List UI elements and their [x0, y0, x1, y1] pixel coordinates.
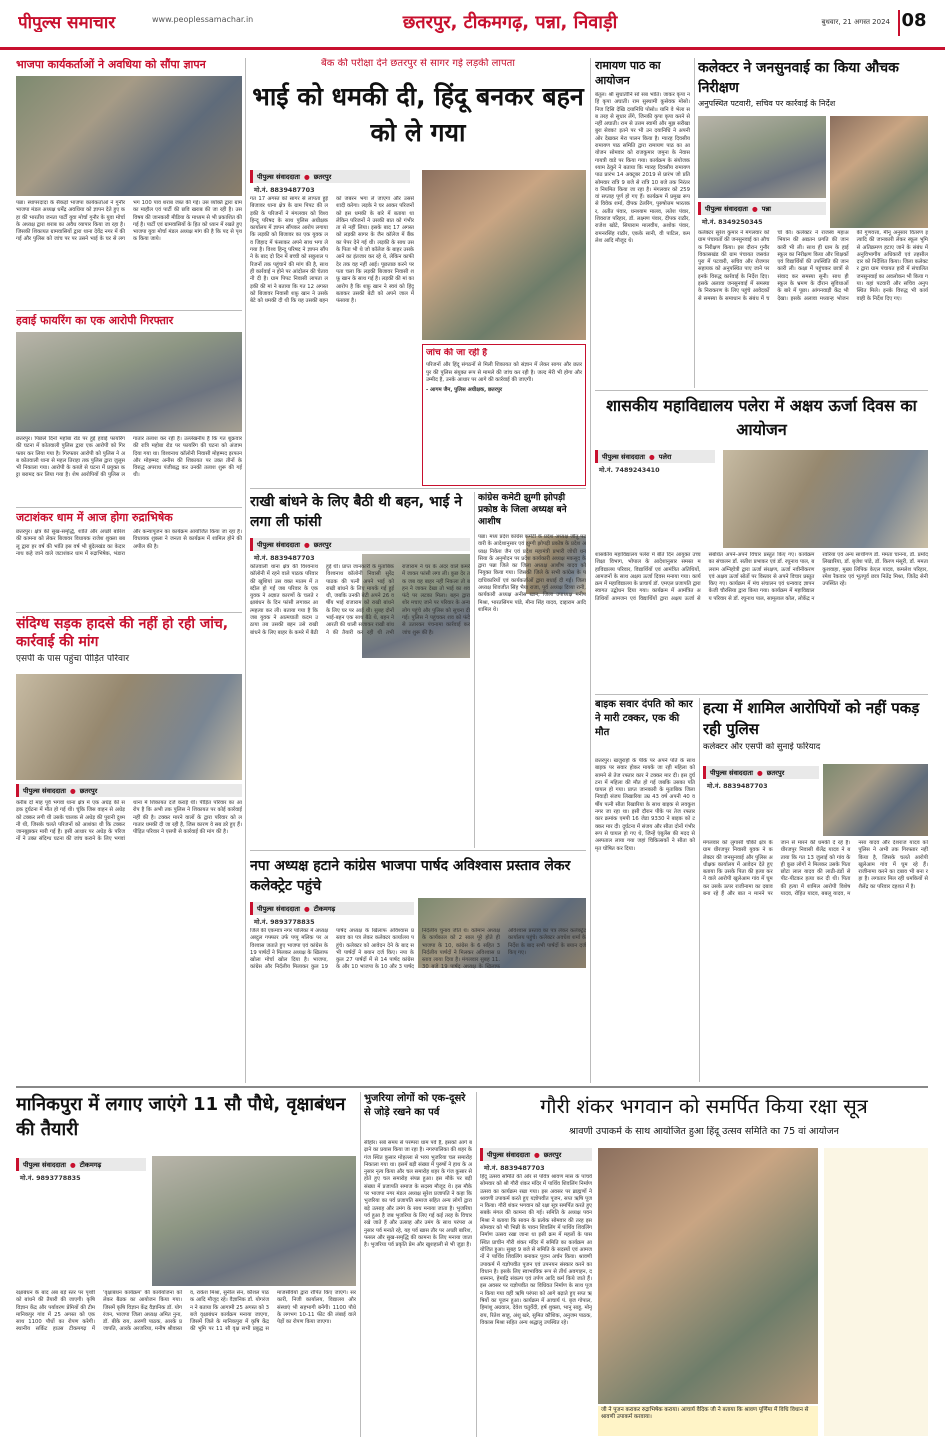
- byline: [250, 170, 410, 183]
- news-photo: [16, 332, 242, 432]
- byline: [250, 538, 470, 551]
- column-rule: [694, 58, 695, 388]
- byline-phone: मो.नं. 8839487703: [254, 186, 315, 194]
- byline-phone: मो.नं. 8839487703: [254, 554, 315, 562]
- byline-place: टीकमगढ़: [79, 1161, 102, 1169]
- news-photo: [16, 674, 242, 780]
- news-photo: [823, 764, 928, 836]
- story-title: कलेक्टर ने जनसुनवाई का किया औचक निरीक्षण: [698, 60, 899, 96]
- story-subtitle: श्रावणी उपाकर्म के साथ आयोजित हुआ हिंदू उत्सव समिति का 75 वां आयोजन: [569, 1126, 839, 1137]
- story-body: गत 17 अगस्त को सागर से लापता हुई बिजावर थाना क्षेत्र के ग्राम पिपट की लड़की के परिजनों ने मंगलवार को विश्व हिन्दू परिषद के साथ पुलिस अधीक्षक कार्यालय में ज्ञापन सौंपकर आरोप लगाया कि लड़की को बिजावर का एक युवक लव जिहाद में फंसाकर अपने साथ भगा ले गया है। विश्व हिन्दू परिषद ने ज्ञापन सौंपने के बाद दो दिन में बच्ची को सकुशल परिजनों तक पहुंचाने की मांग की है, साथ ही कार्रवाई न होने पर आंदोलन की चेतावनी दी है। ग्राम पिपट निवासी लापता लड़की की मां ने बताया कि गत 12 अगस्त को बिजावर निवासी शफ़ू खान ने उसके बेटे को धमकी दी थी कि यह उसकी बहन को जबरन भगा ले जाएगा और उससे शादी करेगा। लड़के ने घर आकर परिजनों को इस धमकी के बारे में बताया था लेकिन परिजनों ने उसकी बात को गंभीरता से नहीं लिया। इसके बाद 17 अगस्त को लड़की सागर के जैन कॉलेज में बैंक का पेपर देने गई थी। लड़की के साथ उसके पिता भी थे जो कॉलेज के बाहर उसके आने का इंतजार कर रहे थे, लेकिन काफी देर तक वह नहीं आई। पूछताछ करने पर पता चला कि लड़की बिजावर निवासी शफ़ू खान के साथ गई है। लड़की की मां का आरोप है कि शफ़ू खान ने स्वयं को हिंदू बताकर उसकी बेटी को अपने जाल में फंसाया है।: [250, 196, 414, 305]
- byline-name: पीपुल्स संवाददाता: [23, 787, 67, 795]
- byline-place: छतरपुर: [79, 787, 98, 795]
- byline-place: छतरपुर: [543, 1151, 562, 1159]
- story-napa: [250, 856, 586, 1082]
- news-photo: [152, 1156, 356, 1286]
- photo-caption: जी ने पूजन कराकर रुद्राभिषेक कराया। आचार्य वैदिक जी ने बताया कि श्रावण पूर्णिमा में विधि विधान से श्रावणी उपाकर्म करवाया।: [598, 1406, 818, 1436]
- byline-phone: मो.नं. 8349250345: [702, 218, 763, 226]
- byline-phone: मो.नं. 9893778835: [20, 1174, 81, 1182]
- story-congress: [478, 492, 586, 848]
- story-body: बेतूल। श्री सुधार्तीनि सो सब भांति। जाकर कृपा नहिं कृपा अघाती। राम सुस्थामी कुसेवक मोसो। निज दिसि देखि दयानिधि पोसो॥ यानि वे भेला सब तरह से सुधार लेंगे, जिनकी कृपा कृपा करने से नहीं अघाती। राम से उत्तम स्वामी और मुझ सरीखा बुरा सेवक! इतने पर भी उन दयानिधि ने अपनी ओर देखकर मेरा पालन किया है। ग्यारह दिवसीय रामायण पाठ समिति द्वारा रामायण पाठ का आयोजन सोमवार को राजकुमार जमुना के नेवास गायत्री वाडे पर किया गया। कार्यक्रम के संयोजक श्याम ठेकुरे ने बताया कि ग्यारह दिवसीय रामायण पाठ प्रारंभ 14 अक्टूबर 2019 से प्रारंभ जो प्रति सोमवार रात्रि 9 बजे से रात्रि 10 बजे तक निरंतर व नियमित किया जा रहा है। मंगलवार को 259 वां सप्ताह पूर्ण हो गए हैं। कार्यक्रम में प्रमुख रूप से विवेक शर्मा, दीपक टेलरिंग, पुरुषोत्तम भारतकर, अतीत पंवार, धनश्याम मालव, लतेश पंवार, शिवराज परिहार, डॉ. लक्ष्मण पंवार, दीपक राठौर, राजेश खोटे, सियाराम मालवीय, अशोक पंवार, रामनरसिंह राठौर, एकके सानी, वी पाटिल, कमलेश आदि मौजूद थे।: [595, 92, 690, 244]
- story-jatashankar: [16, 511, 242, 609]
- column-rule: [360, 1092, 361, 1437]
- story-body: करीब दो माह पूर्व भगवां थाना क्षेत्र में एक अधेड़ की सड़क दुर्घटना में मौत हो गई थी। चूंकि जिस वाहन से अधेड़ को टक्कर लगी थी उसके चालक से अधेड़ की पुरानी दुश्मनी थी, जिसके चलते परिजनों को आशंका थी कि टक्कर जानबूझकर मारी गई है। इसी आधार पर अधेड़ के परिजनों ने उक्त संदिग्ध घटना की जांच कराने के लिए भगवां थाना में शिकायत दर्ज कराई थी। पीड़ित परिवार का आरोप है कि अभी तक पुलिस ने शिकायत पर कोई कार्रवाई नहीं की है। टक्कर मारने वालों के द्वारा परिवार को लगातार धमकी दी जा रही है, जिस कारण वे सब डरे हुए हैं। पीड़ित परिवार ने एसपी से कार्रवाई की मांग की है।: [16, 800, 242, 843]
- divider: [16, 612, 242, 613]
- byline-phone: मो.नं. 8839487703: [707, 782, 768, 790]
- box-signature: - आगम जैन, पुलिस अधीक्षक, छतरपुर: [426, 387, 503, 394]
- story-rakhi: [250, 492, 470, 848]
- pin-icon: ●: [70, 786, 76, 795]
- masthead-website[interactable]: www.peoplessamachar.in: [152, 15, 254, 24]
- story-bhujariya: [364, 1092, 472, 1437]
- column-rule: [474, 492, 475, 848]
- byline-place: छतरपुर: [313, 173, 332, 181]
- story-title: संदिग्ध सड़क हादसे की नहीं हो रही जांच, कार्रवाई की मांग: [16, 616, 229, 650]
- story-body: हिंदू उत्सव समिति की ओर से पवित्र श्रावण मास के पांचवें सोमवार को श्री गौरी शंकर मंदिर में पार्थिव शिवलिंग निर्माण उत्सव का कार्यक्रम रखा गया। इस अवसर पर ब्राह्मणों ने श्रावणी उपाकर्म करते हुए यज्ञोपवीत पूजन, सप्त ऋषि पूजन किया। गौरी शंकर भगवान को रक्षा सूत्र समर्पित करते हुए सबके मंगल की कामना की गई। समिति के अध्यक्ष पवन मिश्रा ने बताया कि सावन के प्रत्येक सोमवार की तरह इस सोमवार को भी भिन्नी के पावन शिवलिंग में पार्थिव शिवलिंग निर्माण उत्सव रखा जाना था इसी क्रम में महलों के पास स्थित प्राचीन गौरी शंकर मंदिर में समिति का कार्यक्रम आयोजित हुआ। सुबह 9 बजे से समिति के सदस्यों एवं आमजनों ने पार्थिव शिवलिंग बनाकर पूजन अर्चन किया। श्रावणी उपाकर्म में यज्ञोपवीत पूजन एवं उपनयन संस्कार करने का विधान है। इसके लिए स्वाभाविक रूप से तीर्थ अवगाहन, दशस्नान, हेमाद्रि संकल्प एवं तर्पण आदि कर्म किये जाते हैं। इस अवसर पर यज्ञोपवीत का विधिवत निर्माण के साथ पूजन किया गया वहीं ऋषि परंपरा को आगे बढ़ाते हुए सप्त ऋषियों का पूजन हुआ। कार्यक्रम में आचार्य पं. बृज गोपाल, हिमांशु अग्रवाल, देवेश चतुर्वेदी, हर्ष शुक्ला, भानु साहू, मोनू राय, रितेश साहू, अंशू खरे, सुमित कौशिक, अनुजम पाठक, विकास मिश्रा सहित अन्य श्रद्धालु उपस्थित रहे।: [480, 1174, 592, 1326]
- box-body: परिजनों और हिंदू संगठनों से मिली शिकायत को संज्ञान में लेकर सागर और छतरपुर की पुलिस संयुक्त रूप से मामले की जांच कर रही है। जल्द मेरी भी होगा और उम्मीद है, उनके आधार पर आगे की कार्रवाई की जाएगी।: [426, 362, 582, 383]
- byline-name: पीपुल्स संवाददाता: [23, 1161, 67, 1169]
- news-photo: [598, 1148, 818, 1404]
- column-rule: [699, 698, 700, 1082]
- masthead-logo[interactable]: पीपुल्स समाचार: [18, 13, 116, 32]
- news-photo: [830, 116, 928, 228]
- news-photo: [723, 450, 928, 548]
- story-road-accident: [16, 616, 242, 1086]
- byline-name: पीपुल्स संवाददाता: [487, 1151, 531, 1159]
- news-photo: [16, 76, 242, 196]
- masthead-region: छतरपुर, टीकमगढ़, पन्ना, निवाड़ी: [402, 12, 618, 33]
- story-body: छतरपुर। पिछले दिनों महोबा रोड पर हुई हवाई फायरिंग की घटना में कोतवाली पुलिस द्वारा एक आरोपी को गिरफ्तार कर लिया गया है। गिरफ्तार आरोपी को पुलिस ने अब कोतवाली थाना से महल तिराहा तक पुलिस द्वारा जुलूस भी निकाला गया। आरोपी के कब्जे से घटना में प्रयुक्त कट्टा बरामद कर लिया गया है। शेष आरोपियों की पुलिस लगातार तलाश कर रही है। उल्लेखनीय है कि गत शुक्रवार की रात्रि महोबा रोड पर फायरिंग की घटना को अंजाम दिया गया था। विश्वनाथ कॉलोनी निवासी मोहम्मद इरफान और मोहम्मद अनीस की शिकायत पर उक्त तीनों के विरुद्ध अपराध पंजीबद्ध कर उनकी तलाश शुरू की गई थी।: [16, 436, 242, 479]
- story-title: हत्या में शामिल आरोपियों को नहीं पकड़ रही पुलिस: [703, 699, 920, 738]
- story-body: पन्ना। स्थापरदादा के सैकड़ों भाजपा कार्यकर्ताओं ने गुनौर भाजपा मंडल अध्यक्ष धर्मेंद्र अवधिया को ज्ञापन देते हुए कहा की भारतीय जनता पार्टी युवा मोर्चा गुनौर के युवा मोर्चा के अध्यक्ष द्वारा शराब का अवैध व्यापार किया जा रहा है। जिसकी शिकायत ग्रामवासियों द्वारा थाना देवेंद्र नगर में की गई और पुलिस को जांच पर पर उसने भाई के घर से लगभग 100 पाव शराब जब्त की गई। उस व्यक्ति द्वारा ग्राम का माहौल एवं पार्टी की छवि खराब की जा रही है। उस विषय की जानकारी मीडिया के माध्यम से भी प्रकाशित की गई है। पार्टी एवं ग्रामवासियों के हित को ध्यान में रखते हुए भाजपा युवा मोर्चा मंडल अध्यक्ष मांग की है कि पद से पृथक किया जाये।: [16, 200, 242, 243]
- story-kicker: बैंक की परीक्षा देने छतरपुर से सागर गई लड़की लापता: [321, 58, 515, 69]
- pin-icon: ●: [752, 204, 758, 213]
- story-title: नपा अध्यक्ष हटाने कांग्रेस भाजपा पार्षद अविश्वास प्रस्ताव लेकर कलेक्ट्रेट पहुंचे: [250, 858, 571, 894]
- story-body: कोतवाली थाना क्षेत्र की विश्वनाथ कॉलोनी में रहने वाले पाठक परिवार की खुशियां उस वक्त मातम में तब्दील हो गईं जब परिवार के एक युवक ने अज्ञात कारणों के चलते रक्षाबंधन के दिन फांसी लगाकर आत्महत्या कर ली। बताया गया है कि जब युवक ने आत्मघाती कदम उठाया तब उसकी बहन उसे राखी बांधने के लिए बाहर के कमरे में बैठी हुई थी। प्राप्त जानकारी के मुताबिक विश्वनाथ कॉलोनी निवासी सुरेंद्र पाठक की पत्नी अपने भाई को राखी बांधने के लिए मायके गई हुई थी, जबकि उनकी बेटी अपने 26 वर्षीय भाई राजाराम को राखी बांधने के लिए घर पर आई थी। सुबह दोनों भाई-बहन एक साथ बैठे थे, बहन ने आरती की थाली सजाकर राखी बांधने की तैयारी कर रही थी तभी राजाराम ने घर के अंदर वाले कमरे में जाकर फांसी लगा ली। कुछ देर तक जब वह बाहर नहीं निकला तो बहन ने जाकर देखा तो भाई का शव फंदे पर लटका मिला। बहन द्वारा शोर मचाए जाने पर परिवार के अन्य लोग पहुंचे और पुलिस को सूचना दी गई। पुलिस ने पहुंचकर शव को फंदे से उतारकर पंचनामा कार्रवाई कर जांच शुरू की है।: [250, 564, 470, 636]
- pin-icon: ●: [304, 540, 310, 549]
- byline: [595, 450, 715, 463]
- pin-icon: ●: [757, 768, 763, 777]
- byline: [16, 1158, 146, 1171]
- investigation-box: [422, 344, 586, 486]
- story-title: कांग्रेस कमेटी झुग्गी झोपड़ी प्रकोष्ठ के जिला अध्यक्ष बने आशीष: [478, 493, 567, 527]
- divider: [16, 1086, 928, 1088]
- divider: [595, 390, 928, 391]
- byline-name: पीपुल्स संवाददाता: [257, 541, 301, 549]
- story-subtitle: एसपी के पास पहुंचा पीड़ित परिवार: [16, 654, 130, 664]
- story-title: हवाई फायरिंग का एक आरोपी गिरफ्तार: [16, 314, 174, 327]
- story-body: जिले की एकमात्र नगर पालिका में अध्यक्ष अब्दुल गफ्फार उर्फ पप्पू मलिक पर अविश्वास जताते हुए भाजपा एवं कांग्रेस के 19 पार्षदों ने मिलकर अध्यक्ष के खिलाफ खोला मोर्चा खोल दिया है। भाजपा, कांग्रेस और निर्दलीय मिलाकर कुल 19 पार्षद अध्यक्ष के खिलाफ अविश्वास प्रस्ताव का पत्र लेकर कलेक्टर कार्यालय पहुंचे। कलेक्टर को आवेदन देने के बाद सभी पार्षदों ने बयान दर्ज किए। नपा के कुल 27 पार्षदों में से 14 पार्षद कांग्रेस के और 10 भाजपा के 10 और 3 पार्षद निर्दलीय चुनाव जीते थे। वर्तमान अध्यक्ष के कार्यकाल को 2 साल पूरे होते ही भाजपा के 10, कांग्रेस के 6 सहित 3 निर्दलीय पार्षदों ने मिलकर अविश्वास प्रस्ताव लाया दिया है। मंगलवार सुबह 11.30 बजे 19 पार्षद अध्यक्ष के खिलाफ अविश्वास प्रस्ताव का पत्र लेकर कलेक्ट्रेट कार्यालय पहुंचे। कलेक्टर अवधेश शर्मा के निर्देश के बाद सभी पार्षदों के बयान दर्ज किए गए।: [250, 928, 586, 971]
- story-collector: [698, 58, 928, 388]
- pin-icon: ●: [304, 904, 310, 913]
- story-title: मानिकपुरा में लगाए जाएंगे 11 सौ पौधे, वृक्षाबंधन की तैयारी: [16, 1094, 346, 1140]
- column-rule: [590, 58, 591, 1083]
- pin-icon: ●: [70, 1160, 76, 1169]
- byline: [703, 766, 819, 779]
- byline-name: पीपुल्स संवाददाता: [602, 453, 646, 461]
- story-title: बाइक सवार दंपति को कार ने मारी टक्कर, एक की मौत: [595, 699, 693, 738]
- column-rule: [245, 58, 246, 1083]
- masthead-date: बुधवार, 21 अगस्त 2024: [821, 18, 890, 26]
- story-body: मंगलवार को लुगासी चौकी क्षेत्र के ग्राम धीरजपुर निवासी युवक ने कलेक्टर की जनसुनवाई और पुलिस अधीक्षक कार्यालय में आवेदन देते हुए बताया कि उसके पिता की हत्या करने वाले आरोपी खुलेआम गांव में घूमकर उसके ऊपर राजीनामा का दबाव बना रहे हैं और बात न मानने पर जान से मारने की धमकी दे रहे हैं। धीरजपुर निवासी शैलेंद्र यादव ने बताया कि गत 13 जुलाई को गांव के ही कुछ लोगों ने मिलकर उसके पिता छोटा लाल यादव की लाठी-डंडों से पीट-पीटकर हत्या कर दी थी। पिता की हत्या में शामिल आरोपी विशेष यादव, रोहित यादव, बबलू यादव, मनसा यादव और देशराज यादव को पुलिस ने अभी तक गिरफ्तार नहीं किया है, जिसके चलते आरोपी खुलेआम गांव में घूम रहे हैं। राजीनामा करने का दबाव भी बना रहा है। लगातार मिल रही धमकियों से शैलेंद्र का परिवार दहशत में है।: [703, 840, 928, 898]
- story-title: गौरी शंकर भगवान को समर्पित किया रक्षा सूत्र: [540, 1094, 868, 1118]
- byline-name: पीपुल्स संवाददाता: [705, 205, 749, 213]
- byline-phone: मो.नं. 7489243410: [599, 466, 660, 474]
- byline-name: पीपुल्स संवाददाता: [710, 769, 754, 777]
- pin-icon: ●: [649, 452, 655, 461]
- story-title: भाई को धमकी दी, हिंदू बनकर बहन को ले गया: [252, 81, 584, 147]
- byline-place: छतरपुर: [313, 541, 332, 549]
- byline-phone: मो.नं. 9893778835: [254, 918, 315, 926]
- story-title: राखी बांधने के लिए बैठी थी बहन, भाई ने लगा ली फांसी: [250, 494, 462, 530]
- masthead: [0, 0, 945, 50]
- divider: [595, 694, 928, 695]
- story-body-continued: [824, 1148, 928, 1436]
- story-bjp-memo: [16, 58, 242, 308]
- story-subtitle: कलेक्टर और एसपी को सुनाई फरियाद: [703, 742, 821, 752]
- story-ramayan: [595, 58, 690, 388]
- story-bike-accident: [595, 698, 695, 1082]
- story-title: भाजपा कार्यकर्ताओं ने अवधिया को सौंपा ज्ञापन: [16, 58, 206, 71]
- page-number: 08: [898, 10, 928, 36]
- story-title: रामायण पाठ का आयोजन: [595, 59, 661, 87]
- story-title: शासकीय महाविद्यालय पलेरा में अक्षय ऊर्जा दिवस का आयोजन: [606, 396, 917, 439]
- story-body: छतरपुर। क्षेत्र की सुख-समृद्धि, शांति और अच्छी बारिश की कामना को लेकर बिजावर विधायक राजेश शुक्ला बबलू द्वारा हर वर्ष की भांति इस वर्ष भी बुंदेलखंड का केदारनाथ कहे जाने वाले जटाशंकर धाम में रुद्राभिषेक, भंडारा और कन्यापूजन का कार्यक्रम आयोजित किया जा रहा है। विधायक शुक्ला ने जनता से कार्यक्रम में शामिल होने की अपील की है।: [16, 529, 242, 557]
- story-body: कलेक्टर सुरेश कुमार ने मंगलवार को ग्राम पंचायतों की जनसुनवाई का औचक निरीक्षण किया। इस दौरान गुनौर विकासखंड की ग्राम पंचायत जसवंतपुरा में पटवारी, सचिव और रोजगार सहायक को अनुपस्थित पाए जाने पर इनके विरुद्ध कार्रवाई के निर्देश दिए। इसके अलावा जनसुनवाई में समस्या के निराकरण के लिए पहुंचे आवेदकों से समस्या के समाधान के संबंध में चर्चा की। कलेक्टर ने राजस्व महाअभियान की अद्यतन प्रगति की जानकारी भी ली। साथ ही ग्राम के हाईस्कूल का निरीक्षण किया और शिक्षकों एवं विद्यार्थियों की उपस्थिति की जानकारी ली। कक्षा में पहुंचकर छात्रों से संवाद कर समस्या सुनी। साथ ही स्कूल के भ्रमण के दौरान सुविधाओं के बारे में पूछा। आंगनवाड़ी केंद्र भी देखा। इसके अलावा मध्यान्ह भोजन की गुणवत्ता, मीनू अनुसार वितरण इत्यादि की जानकारी लेकर स्कूल भूमि से अतिक्रमण हटाए जाने के संबंध में अनुविभागीय अधिकारी एवं तहसीलदार को निर्देशित किया। जिला कलेक्टर द्वारा ग्राम पंचायत हारी में संचालित जनसुनवाई का अवलोकन भी किया गया। यहां पटवारी और सचिव अनुपस्थित मिले। इनके विरुद्ध भी कार्यवाही के निर्देश दिए गए।: [698, 230, 928, 302]
- story-title: जटाशंकर धाम में आज होगा रुद्राभिषेक: [16, 511, 173, 524]
- story-title: भुजरिया लोगों को एक-दूसरे से जोड़े रखने का पर्व: [364, 1093, 466, 1118]
- byline: [250, 902, 414, 915]
- story-body: शासकीय महाविद्यालय पलेरा में बीते दिन आयुक्त उच्च शिक्षा विभाग, भोपाल के आदेशानुसार समस्त महाविद्यालय परिवार, विद्यार्थियों एवं आमंत्रित अतिथियों, आमजनों के साथ अक्षय ऊर्जा दिवस मनाया गया। कार्यक्रम में महाविद्यालय के प्राचार्य डॉ. एमएल प्रजापति द्वारा स्वागत उद्बोधन दिया गया। कार्यक्रम में आमंत्रित अतिथियों आमजन एवं विद्यार्थियों द्वारा अक्षय ऊर्जा से संबंधित अपने-अपने विचार प्रस्तुत किए गए। कार्यक्रम का संचालन डॉ. सतीश प्रभाकर एवं डॉ. रघुनाथ पाल, बलराम अग्निहोत्री द्वारा ऊर्जा संरक्षण, ऊर्जा नवीनीकरण एवं अक्षय ऊर्जा स्रोतों पर विस्तार से अपने विचार प्रस्तुत किए गए। कार्यक्रम में मंच संचालन एवं धन्यवाद ज्ञापन केजी चौरसिया द्वारा किया गया। कार्यक्रम में महाविद्यालय परिवार से डॉ. रघुनाथ पाल, सामूलाल कोल, लोकेंद्र नरवरिया एवं अन्य साथीगण डॉ. ममता चानना, डॉ. प्रमोद लिखारिया, डॉ. बृजेश पांडे, डॉ. किरण मंसूरी, डॉ. ममता कुशवाहा, मुख्य लिपिक केएल यादव, कमलेश परिहार, रमेश रैकवार एवं भूतपूर्व छात्र नितेंद्र मिश्रा, जितेंद्र सेनी उपस्थित रहे।: [595, 552, 928, 602]
- story-murder-case: [703, 698, 928, 1082]
- byline: [16, 784, 242, 797]
- story-body: पन्ना। मध्य प्रदेश कांग्रेस कमेटी के प्रदेश अध्यक्ष जीतू पटवारी के आदेशानुसार एवं झुग्गी झोपड़ी प्रकोष्ठ के प्रदेश अध्यक्ष निकेश जैन एवं प्रदेश महामंत्री प्रभारी जोधी धनसिया के अनुमोदन पर प्रदेश कार्यकारी अध्यक्ष मकसूद के द्वारा पन्ना जिले का जिला अध्यक्ष आशीष यादव को नियुक्त किया गया। जिसकी जिले के सभी कांग्रेस के पदाधिकारियों एवं कार्यकर्ताओं द्वारा बधाई दी गई। जिला अध्यक्ष शिवजीत सिंह भैया राजा, पूर्व अध्यक्ष दिव्या रानी, कार्यकारी अध्यक्ष अनीस खान, जिला उपाध्यक्ष मनीष मिश्रा, भारतसिंगम पांडे, मीना सिंह यादव, दाद्दाराम आदि शामिल थे।: [478, 534, 586, 613]
- news-photo: [698, 116, 826, 198]
- byline-phone: मो.नं. 8839487703: [484, 1164, 545, 1172]
- story-gauri-shankar: [480, 1092, 928, 1437]
- byline-place: टीकमगढ़: [313, 905, 336, 913]
- byline: [480, 1148, 592, 1161]
- story-firing-arrest: [16, 314, 242, 504]
- divider: [16, 310, 242, 311]
- byline-place: छतरपुर: [766, 769, 785, 777]
- story-manikpura: [16, 1092, 356, 1437]
- column-rule: [476, 1092, 477, 1437]
- story-body: छतरपुर। खजुराहो के पीके पर अपने पति के साथ बाइक पर सवार होकर मायके जा रही महिला को सामने से तेज रफ्तार कार ने टक्कर मार दी। इस दुर्घटना में महिला की मौत हो गई जबकि उसका पति घायल हो गया। प्राप्त जानकारी के मुताबिक जिला निवाड़ी संजय लिखारिया उम्र 43 वर्ष अपनी 40 वर्षीय पत्नी सीता रिखारिया के साथ बाइक से लवकुशनगर जा रहा था। इसी दौरान पीके पर तेज रफ्तार कार क्रमांक एमपी 16 जेडा 9330 ने बाइक को टक्कर मार दी। दुर्घटना में संजय और सीता दोनों गंभीर रूप से घायल हो गए थे, जिन्हें एंबुलेंस की मदद से अस्पताल लाया गया जहां चिकित्सकों ने सीता को मृत घोषित कर दिया।: [595, 758, 695, 852]
- byline-name: पीपुल्स संवाददाता: [257, 905, 301, 913]
- story-body: सीहोर। सबे समय से परम्परा धाम पर्व है, इसको आगे बढ़ाने का प्रयास किया जा रहा है। नगरपालिका की शहर के गंज स्थित कुसार मोहल्ला से भव्य भुजरिया चल समारोह निकाला गया था। इसमें बड़ी संख्या में पुरुषों ने हाथ के अनुसार नृत्य किया और चल समारोह शहर के गंज कुसार से होते हुए चल समारोह संपन्न हुआ। इस मौके पर बड़ी संख्या में प्रजापति समाज के सदस्य मौजूद थे। इस मौके पर भाजपा नगर मंडल अध्यक्ष सुरेश प्रजापति ने कहा कि भुजरिया का पर्व प्रजापति समाज सहित अन्य लोगों द्वारा बड़े उत्साह और उमंग के साथ मनाया जाता है। भुजरिया पर्व हुआ है जब भुजरिया के लिए गई कई तरह के विचार रखे जाते हैं और उत्साह और उमंग के साथ परंपरा अनुसार पर्व मनाते रहे, यह पर्व खास तौर पर अच्छी बारिश, फसल और सुख-समृद्धि की कामना के लिए मनाया जाता है। भुजरिया पर्व प्रकृति प्रेम और खुशहाली से भी जुड़ा है।: [364, 1140, 472, 1249]
- divider: [250, 488, 586, 489]
- pin-icon: ●: [304, 172, 310, 181]
- story-akshay: [595, 394, 928, 692]
- divider: [16, 507, 242, 508]
- story-subtitle: अनुपस्थित पटवारी, सचिव पर कार्रवाई के निर्देश: [698, 99, 836, 108]
- byline-place: पन्ना: [761, 205, 771, 213]
- byline-place: पलेरा: [658, 453, 672, 461]
- box-title: जांच की जा रही है: [426, 348, 488, 358]
- news-photo: [422, 170, 586, 340]
- byline: [698, 202, 826, 215]
- pin-icon: ●: [534, 1150, 540, 1159]
- byline-name: पीपुल्स संवाददाता: [257, 173, 301, 181]
- divider: [250, 850, 586, 851]
- story-body: रक्षाबंधन के बाद अब बड़े स्तर पर पृथ्वी को बांधने की तैयारी की जाएगी। कृषि विज्ञान केंद्र और पर्यावरण प्रेमियों की टीम मानिकपुर गांव में 25 अगस्त को एक साथ 1100 पौधों का रोपण करेगी। स्थानीय सर्किट हाउस टीकमगढ़ में 'वृक्षाबंधन कार्यक्रम' की कार्ययोजना को लेकर बैठक का आयोजन किया गया। जिसमें कृषि विज्ञान केंद्र वैज्ञानिक डॉ. योगरंजन, भाजपा जिला अध्यक्ष अमित नुना, डॉ. बीके राय, अरुणी पाठक, आरके प्रजापति, आरके अरजरिया, मनीष श्रीवास्तव, राकेश मिश्रा, सुनील सेन, कौशल पाठक आदि मौजूद रहे। वैज्ञानिक डॉ. योगरंजन ने बताया कि आगामी 25 अगस्त को 3 बजे वृक्षाबंधन कार्यक्रम मनाया जाएगा, जिसमें जिले के मानिकपुरा में कृषि केंद्र की भूमि पर 11 सौ वृक्ष सभी प्रबुद्ध समाजसेवियों द्वारा रोपित किए जाएंगे। सरकारी, निजी कार्यालय, विद्यालय और संस्थाएं भी सहभागी बनेंगी। 1100 पौधे के लगभग 10-11 फीट की लंबाई वाले पेड़ों का रोपण किया जाएगा।: [16, 1290, 356, 1333]
- story-missing-girl: [250, 58, 586, 488]
